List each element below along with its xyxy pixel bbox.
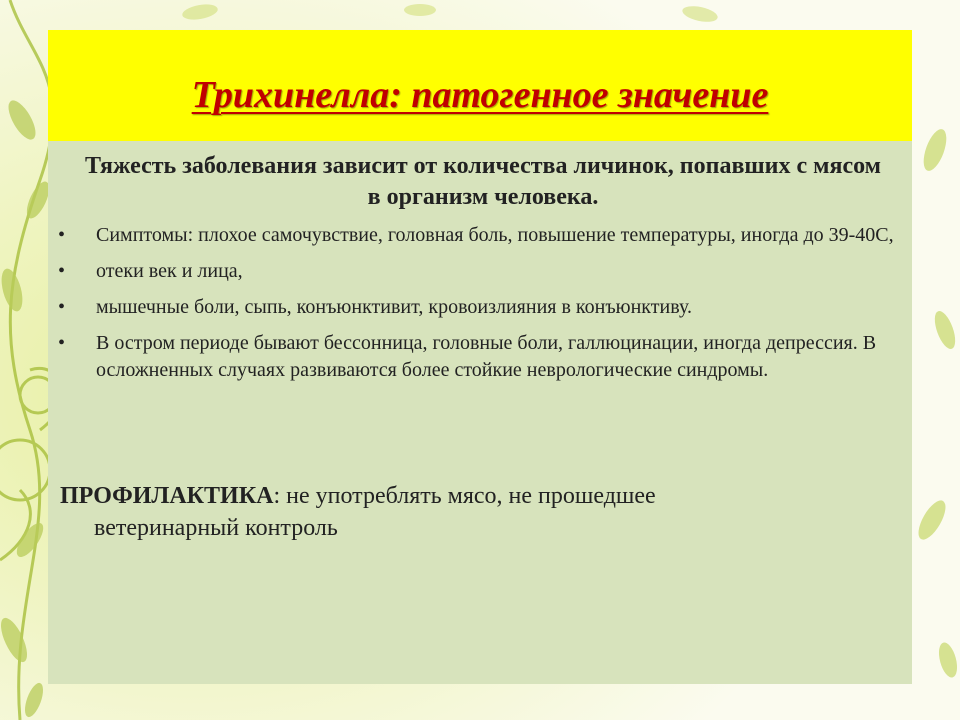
slide-panel (48, 30, 912, 684)
bullet-icon: • (58, 224, 66, 246)
content-box (48, 141, 912, 684)
list-item (58, 258, 898, 285)
title-band (48, 30, 912, 141)
list-item-text: В остром периоде бывают бессонница, головные боли, галлюцинации, иногда депрессия. В осложненных случаях развиваются более стойкие неврологические синдромы. (96, 332, 877, 381)
list-item (58, 330, 898, 384)
bullet-icon: • (58, 296, 66, 318)
symptom-list (58, 222, 898, 393)
prevention-text-line1: не употреблять мясо, не прошедшее (280, 483, 656, 509)
list-item-text: отеки век и лица, (96, 260, 243, 282)
prevention-paragraph (60, 480, 880, 544)
list-item (58, 294, 898, 321)
list-item-text: Симптомы: плохое самочувствие, головная боль, повышение температуры, иногда до 39-40С, (96, 224, 894, 246)
prevention-label: ПРОФИЛАКТИКА (60, 483, 274, 509)
bullet-icon: • (58, 260, 66, 282)
prevention-separator: : (273, 483, 281, 509)
lead-paragraph: Тяжесть заболевания зависит от количества личинок, попавших с мясом в организм человека. (84, 153, 882, 210)
prevention-text-line2: ветеринарный контроль (94, 515, 338, 541)
slide-title: Трихинелла: патогенное значение (191, 74, 769, 116)
list-item-text: мышечные боли, сыпь, конъюнктивит, кровоизлияния в конъюнктиву. (96, 296, 692, 318)
bullet-icon: • (58, 332, 66, 354)
list-item (58, 222, 898, 249)
